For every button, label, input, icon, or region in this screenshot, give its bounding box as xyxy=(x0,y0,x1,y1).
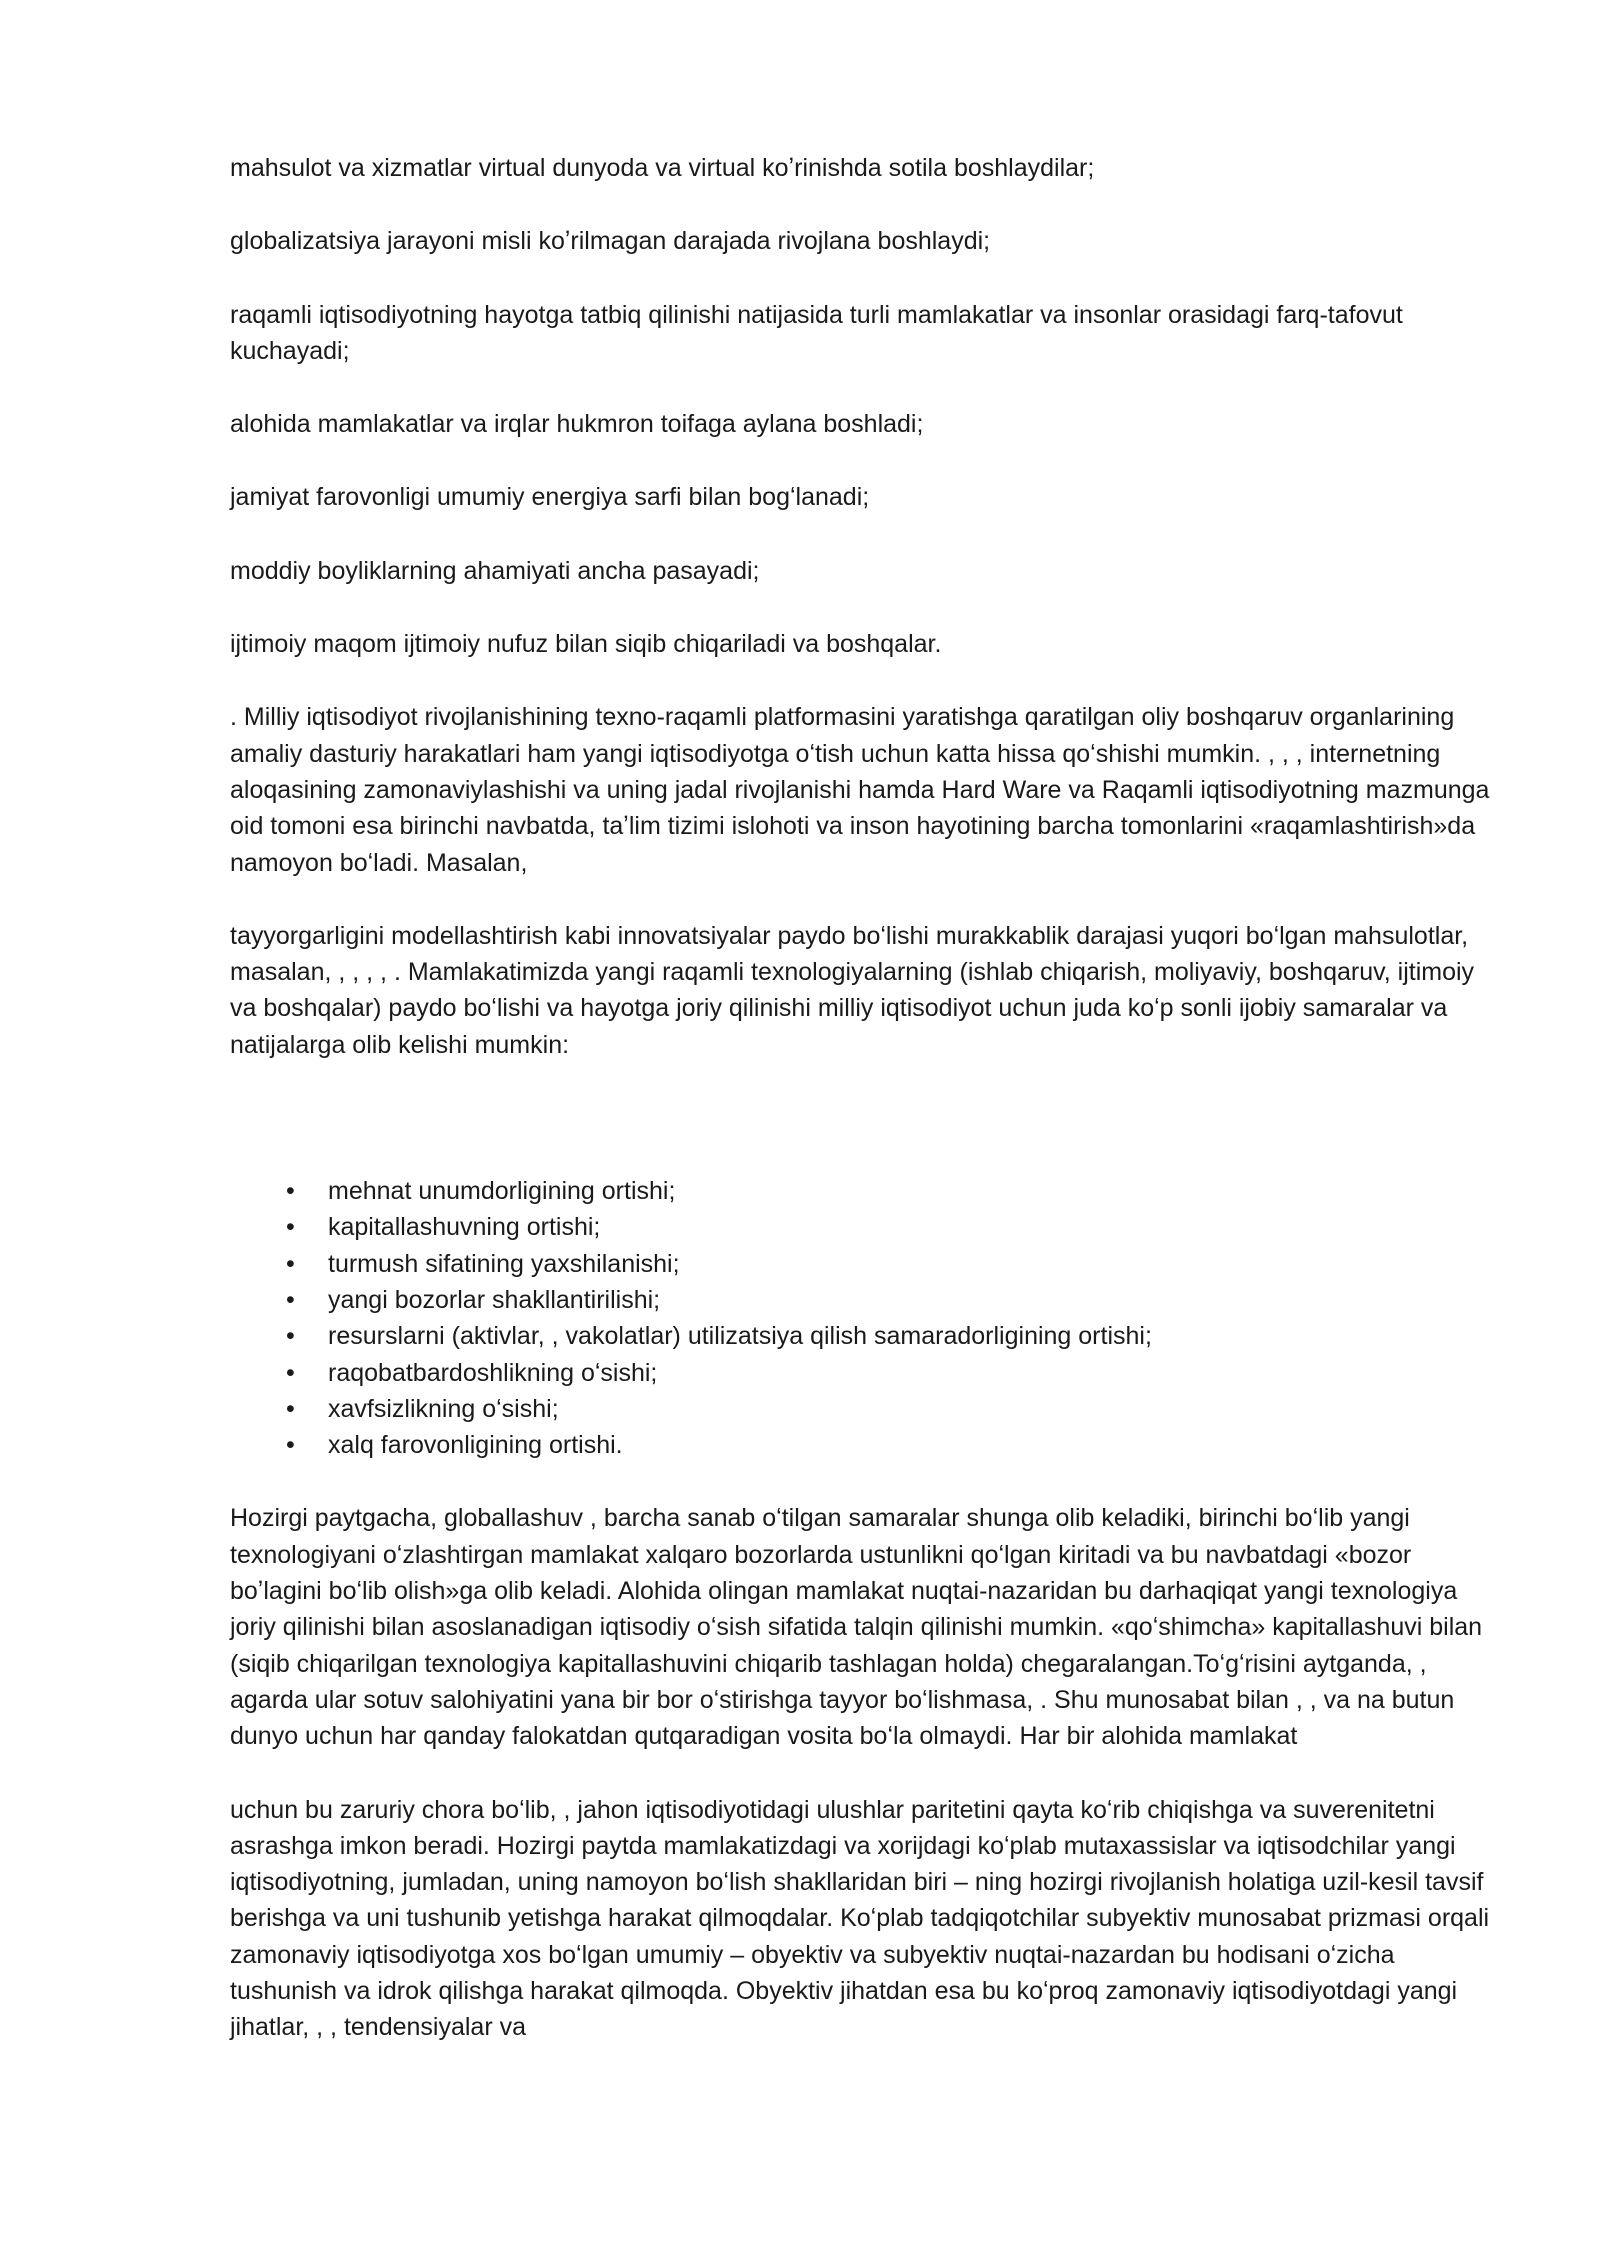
document-page xyxy=(230,150,1500,2046)
body-paragraph: uchun bu zaruriy chora boʻlib, , jahon iqtisodiyotidagi ulushlar paritetini qayta koʻrib chiqishga va suverenitetni asrashga imkon beradi. Hozirgi paytda mamlakatizdagi va xorijdagi koʻplab mutaxassislar va iqtisodchilar yangi iqtisodiyotning, jumladan, uning namoyon boʻlish shakllaridan biri – ning hozirgi rivojlanish holatiga uzil-kesil tavsif berishga va uni tushunib yetishga harakat qilmoqdalar. Koʻplab tadqiqotchilar subyektiv munosabat prizmasi orqali zamonaviy iqtisodiyotga xos boʻlgan umumiy – obyektiv va subyektiv nuqtai-nazardan bu hodisani oʻzicha tushunish va idrok qilishga harakat qilmoqda. Obyektiv jihatdan esa bu koʻproq zamonaviy iqtisodiyotdagi yangi jihatlar, , , tendensiyalar va xyxy=(230,1795,1490,2042)
bullet-icon: • xyxy=(286,1285,295,1314)
bullet-icon: • xyxy=(286,1322,295,1351)
list-item xyxy=(230,1282,1500,1318)
body-paragraph: . Milliy iqtisodiyot rivojlanishining texno-raqamli platformasini yaratishga qaratilgan oliy boshqaruv organlarining amaliy dasturiy harakatlari ham yangi iqtisodiyotga oʻtish uchun katta hissa qoʻshishi mumkin. , , , internetning aloqasining zamonaviylashishi va uning jadal rivojlanishi hamda Hard Ware va Raqamli iqtisodiyotning mazmunga oid tomoni esa birinchi navbatda, taʼlim tizimi islohoti va inson hayotining barcha tomonlarini «raqamlashtirish»da namoyon boʻladi. Masalan, xyxy=(230,703,1490,877)
list-item xyxy=(230,1355,1500,1391)
list-item xyxy=(230,1209,1500,1245)
bullet-icon: • xyxy=(286,1431,295,1460)
intro-line: globalizatsiya jarayoni misli koʼrilmagan darajada rivojlana boshlaydi; xyxy=(230,227,991,256)
list-item xyxy=(230,1246,1500,1282)
body-paragraph: Hozirgi paytgacha, globallashuv , barcha sanab oʻtilgan samaralar shunga olib keladiki, birinchi boʻlib yangi texnologiyani oʻzlashtirgan mamlakat xalqaro bozorlarda ustunlikni qoʻlgan kiritadi va bu navbatdagi «bozor boʼlagini boʻlib olish»ga olib keladi. Alohida olingan mamlakat nuqtai-nazaridan bu darhaqiqat yangi texnologiya joriy qilinishi bilan asoslanadigan iqtisodiy oʻsish sifatida talqin qilinishi mumkin. «qoʻshimcha» kapitallashuvi bilan (siqib chiqarilgan texnologiya kapitallashuvini chiqarib tashlagan holda) chegaralangan.Toʻgʻrisini aytganda, , agarda ular sotuv salohiyatini yana bir bor oʻstirishga tayyor boʻlishmasa, . Shu munosabat bilan , , va na butun dunyo uchun har qanday falokatdan qutqaradigan vosita boʻla olmaydi. Har bir alohida mamlakat xyxy=(230,1504,1483,1751)
benefits-list xyxy=(230,1173,1500,1463)
list-item xyxy=(230,1318,1500,1354)
list-item-text: mehnat unumdorligining ortishi; xyxy=(328,1177,676,1206)
intro-line: mahsulot va xizmatlar virtual dunyoda va virtual koʼrinishda sotila boshlaydilar; xyxy=(230,154,1095,182)
list-item-text: xavfsizlikning oʻsishi; xyxy=(328,1394,559,1423)
list-item-text: raqobatbardoshlikning oʻsishi; xyxy=(328,1358,658,1387)
bullet-icon: • xyxy=(286,1213,295,1242)
list-item-text: resurslarni (aktivlar, , vakolatlar) utilizatsiya qilish samaradorligining ortishi; xyxy=(328,1322,1152,1351)
list-item-text: kapitallashuvning ortishi; xyxy=(328,1213,601,1242)
list-item xyxy=(230,1173,1500,1209)
bullet-icon: • xyxy=(286,1358,295,1387)
bullet-icon: • xyxy=(286,1249,295,1278)
bullet-icon: • xyxy=(286,1177,295,1206)
intro-line: ijtimoiy maqom ijtimoiy nufuz bilan siqib chiqariladi va boshqalar. xyxy=(230,630,942,659)
list-item-text: xalq farovonligining ortishi. xyxy=(328,1431,623,1460)
bullet-icon: • xyxy=(286,1394,295,1423)
intro-line: jamiyat farovonligi umumiy energiya sarfi bilan bogʻlanadi; xyxy=(230,483,870,512)
body-paragraph: tayyorgarligini modellashtirish kabi innovatsiyalar paydo boʻlishi murakkablik darajasi yuqori boʻlgan mahsulotlar, masalan, , , , , . Mamlakatimizda yangi raqamli texnologiyalarning (ishlab chiqarish, moliyaviy, boshqaruv, ijtimoiy va boshqalar) paydo boʻlishi va hayotga joriy qilinishi milliy iqtisodiyot uchun juda koʻp sonli ijobiy samaralar va natijalarga olib kelishi mumkin: xyxy=(230,921,1475,1059)
list-item-text: turmush sifatining yaxshilanishi; xyxy=(328,1249,680,1278)
list-item-text: yangi bozorlar shakllantirilishi; xyxy=(328,1285,661,1314)
intro-line: moddiy boyliklarning ahamiyati ancha pasayadi; xyxy=(230,556,760,585)
list-item xyxy=(230,1391,1500,1427)
intro-line: alohida mamlakatlar va irqlar hukmron toifaga aylana boshladi; xyxy=(230,410,924,439)
list-item xyxy=(230,1427,1500,1463)
intro-line: raqamli iqtisodiyotning hayotga tatbiq qilinishi natijasida turli mamlakatlar va insonlar orasidagi farq-tafovut kuchayadi; xyxy=(230,300,1403,365)
